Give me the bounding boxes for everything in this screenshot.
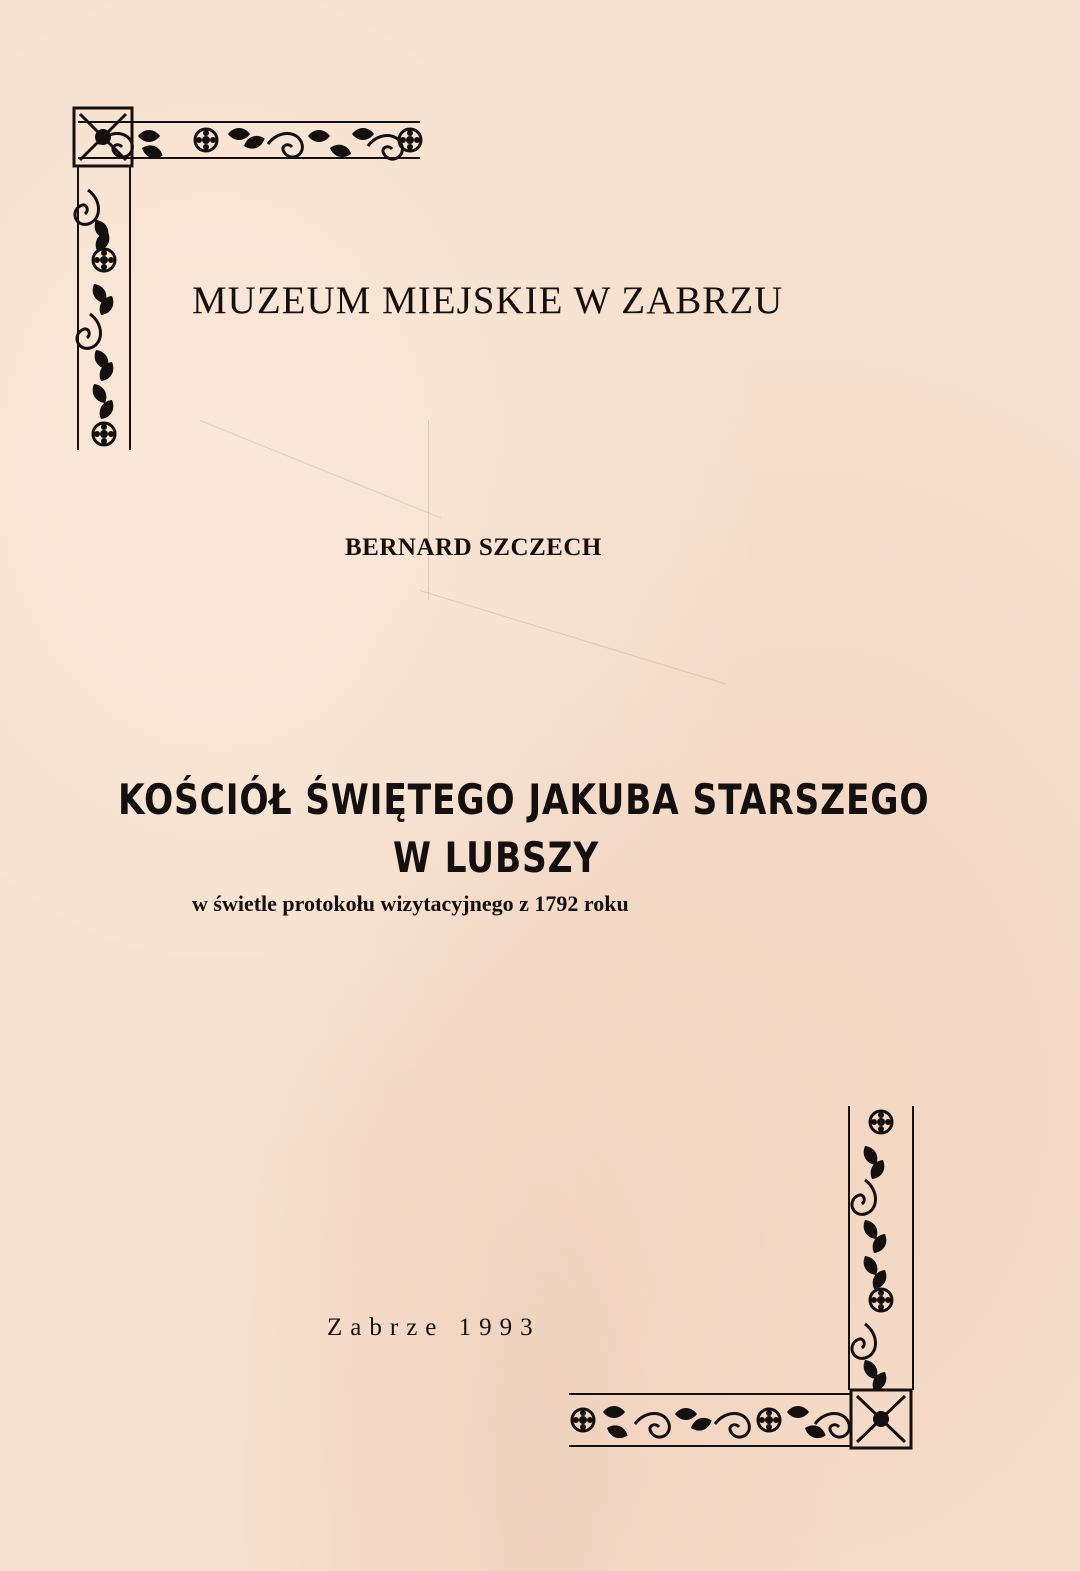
floral-corner-ornament-bottom-right-icon	[565, 1100, 920, 1455]
book-title-line-1: KOŚCIÓŁ ŚWIĘTEGO JAKUBA STARSZEGO	[118, 775, 930, 824]
book-subtitle: w świetle protokołu wizytacyjnego z 1792 roku	[192, 891, 629, 916]
paper-crease	[420, 590, 726, 685]
author-name: BERNARD SZCZECH	[345, 534, 602, 561]
book-title-line-2: W LUBSZY	[393, 833, 600, 882]
imprint-place-year: Zabrze 1993	[327, 1314, 541, 1341]
paper-crease	[428, 420, 429, 600]
publisher-heading: MUZEUM MIEJSKIE W ZABRZU	[192, 279, 784, 322]
